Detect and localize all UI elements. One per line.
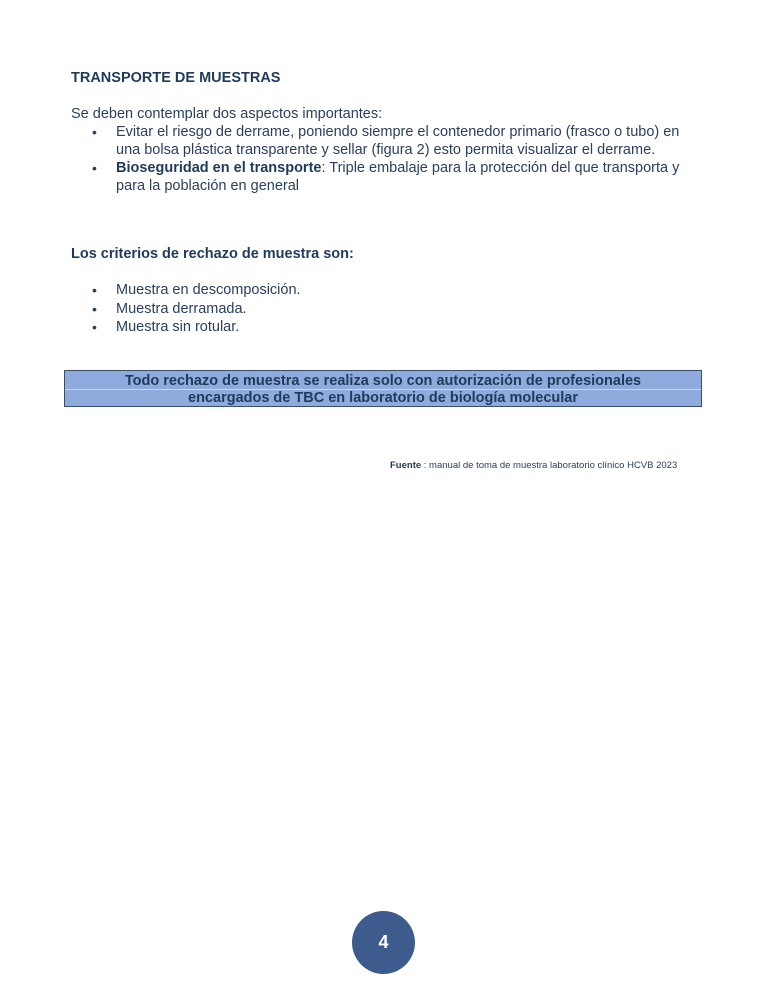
bullet-text: Evitar el riesgo de derrame, poniendo siempre el contenedor primario (frasco o tubo) en una bolsa plástica transparente y sellar (figura 2) esto permita visualizar el derrame. [116,124,680,158]
list-item: • Muestra sin rotular. [71,318,671,337]
notice-box [64,370,702,407]
list-item: • Muestra en descomposición. [71,281,671,300]
list-item [71,123,701,159]
notice-line-1: Todo rechazo de muestra se realiza solo con autorización de profesionales [124,373,642,389]
bullet-text: : Triple embalaje para la protección del que transporta y para la población en general [116,160,680,194]
rejection-criteria-list [71,281,671,337]
source-text: : manual de toma de muestra laboratorio clínico HCVB 2023 [421,460,678,471]
notice-line-2: encargados de TBC en laboratorio de biología molecular [188,390,578,406]
source-note [390,460,677,471]
section-title: TRANSPORTE DE MUESTRAS [71,70,281,86]
source-label: Fuente [390,460,422,471]
list-item [71,159,701,195]
bullet-strong-text: Bioseguridad en el transporte [116,160,322,176]
list-item: • Muestra derramada. [71,300,671,319]
page-number-badge: 4 [352,911,415,974]
intro-paragraph: Se deben contemplar dos aspectos importantes: [71,106,383,122]
criteria-title: Los criterios de rechazo de muestra son: [71,246,354,262]
transport-aspects-list [71,123,701,195]
